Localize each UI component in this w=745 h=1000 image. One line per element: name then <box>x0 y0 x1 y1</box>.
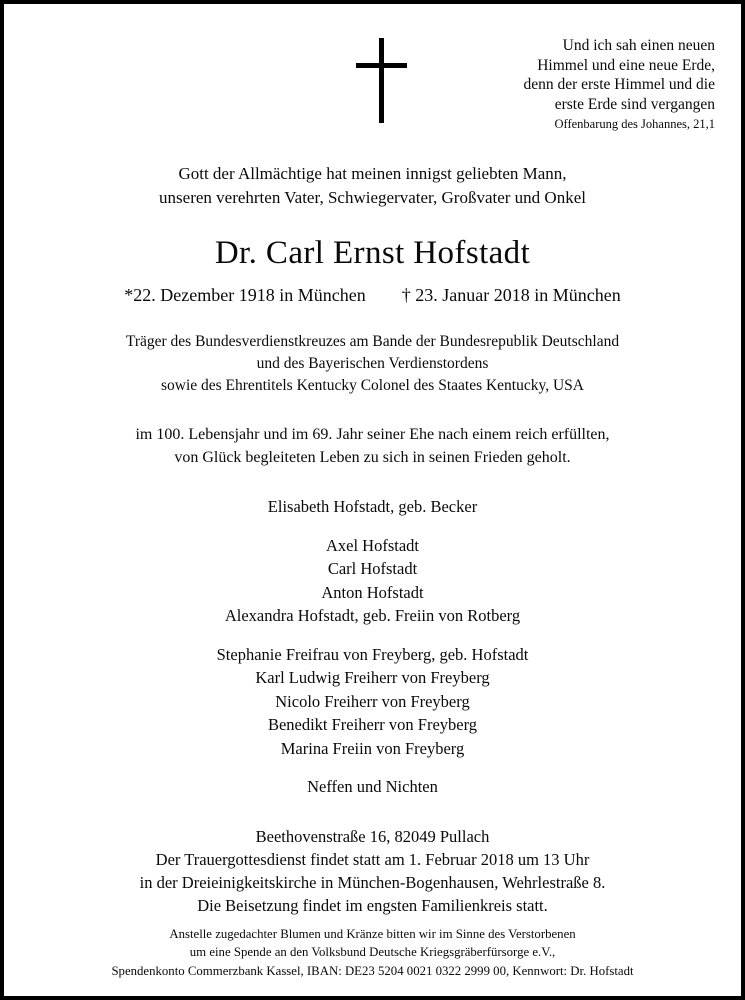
donation-bank-details: Spendenkonto Commerzbank Kassel, IBAN: DE23 5204 0021 0322 2999 00, Kennwort: Dr. Hofstadt <box>111 963 634 978</box>
survivors-list <box>30 495 715 799</box>
verse-line-1: Und ich sah einen neuen <box>562 37 715 54</box>
family-group <box>30 495 715 519</box>
family-member: Benedikt Freiherr von Freyberg <box>267 715 478 734</box>
bible-verse <box>415 36 715 133</box>
deceased-name: Dr. Carl Ernst Hofstadt <box>214 235 531 271</box>
donation-request <box>30 925 715 987</box>
verse-source: Offenbarung des Johannes, 21,1 <box>554 117 715 131</box>
service-line-3: Die Beisetzung findet im engsten Familienkreis statt. <box>197 895 548 915</box>
family-member: Anton Hofstadt <box>321 582 424 602</box>
service-details <box>30 825 715 917</box>
family-member: Stephanie Freifrau von Freyberg, geb. Hofstadt <box>216 644 529 664</box>
family-member: Carl Hofstadt <box>327 559 418 578</box>
intro-line-1: Gott der Allmächtige hat meinen innigst geliebten Mann, <box>178 164 567 183</box>
cross-horizontal-bar <box>356 63 407 68</box>
family-member: Neffen und Nichten <box>307 777 438 796</box>
donation-line-1: Anstelle zugedachter Blumen und Kränze bitten wir im Sinne des Verstorbenen <box>169 926 576 941</box>
family-member: Nicolo Freiherr von Freyberg <box>275 691 470 711</box>
donation-line-2: um eine Spende an den Volksbund Deutsche Kriegsgräberfürsorge e.V., <box>189 945 556 959</box>
service-address: Beethovenstraße 16, 82049 Pullach <box>255 826 490 846</box>
notice-header <box>30 18 715 138</box>
service-line-1: Der Trauergottesdienst findet statt am 1. Februar 2018 um 13 Uhr <box>155 849 590 869</box>
cross-vertical-bar <box>379 38 384 123</box>
verse-line-3: denn der erste Himmel und die <box>523 76 715 93</box>
honors-line-2: und des Bayerischen Verdienstordens <box>256 355 489 372</box>
intro-line-2: unseren verehrten Vater, Schwiegervater, Großvater und Onkel <box>159 187 586 207</box>
death-date: † 23. Januar 2018 in München <box>401 285 621 305</box>
service-line-2: in der Dreieinigkeitskirche in München-Bogenhausen, Wehrlestraße 8. <box>139 872 606 892</box>
family-group <box>30 534 715 628</box>
tribute-text <box>30 423 715 469</box>
family-group <box>30 775 715 799</box>
honors-line-3: sowie des Ehrentitels Kentucky Colonel des Staates Kentucky, USA <box>160 377 584 394</box>
family-member: Marina Freiin von Freyberg <box>280 738 465 758</box>
family-member: Alexandra Hofstadt, geb. Freiin von Rotberg <box>224 606 521 625</box>
tribute-line-2: von Glück begleiteten Leben zu sich in seinen Frieden geholt. <box>174 449 571 466</box>
christian-cross-icon <box>352 38 412 123</box>
notice-content <box>4 4 741 996</box>
life-dates <box>30 283 715 307</box>
honors-text <box>30 331 715 397</box>
intro-text <box>30 162 715 209</box>
family-member: Elisabeth Hofstadt, geb. Becker <box>267 497 478 516</box>
birth-date: *22. Dezember 1918 in München <box>124 285 366 305</box>
honors-line-1: Träger des Bundesverdienstkreuzes am Bande der Bundesrepublik Deutschland <box>125 333 620 350</box>
verse-line-2: Himmel und eine neue Erde, <box>537 56 715 74</box>
family-group <box>30 643 715 761</box>
tribute-line-1: im 100. Lebensjahr und im 69. Jahr seiner Ehe nach einem reich erfüllten, <box>135 426 610 443</box>
verse-line-4: erste Erde sind vergangen <box>554 95 715 113</box>
family-member: Axel Hofstadt <box>325 535 420 555</box>
family-member: Karl Ludwig Freiherr von Freyberg <box>255 668 490 687</box>
